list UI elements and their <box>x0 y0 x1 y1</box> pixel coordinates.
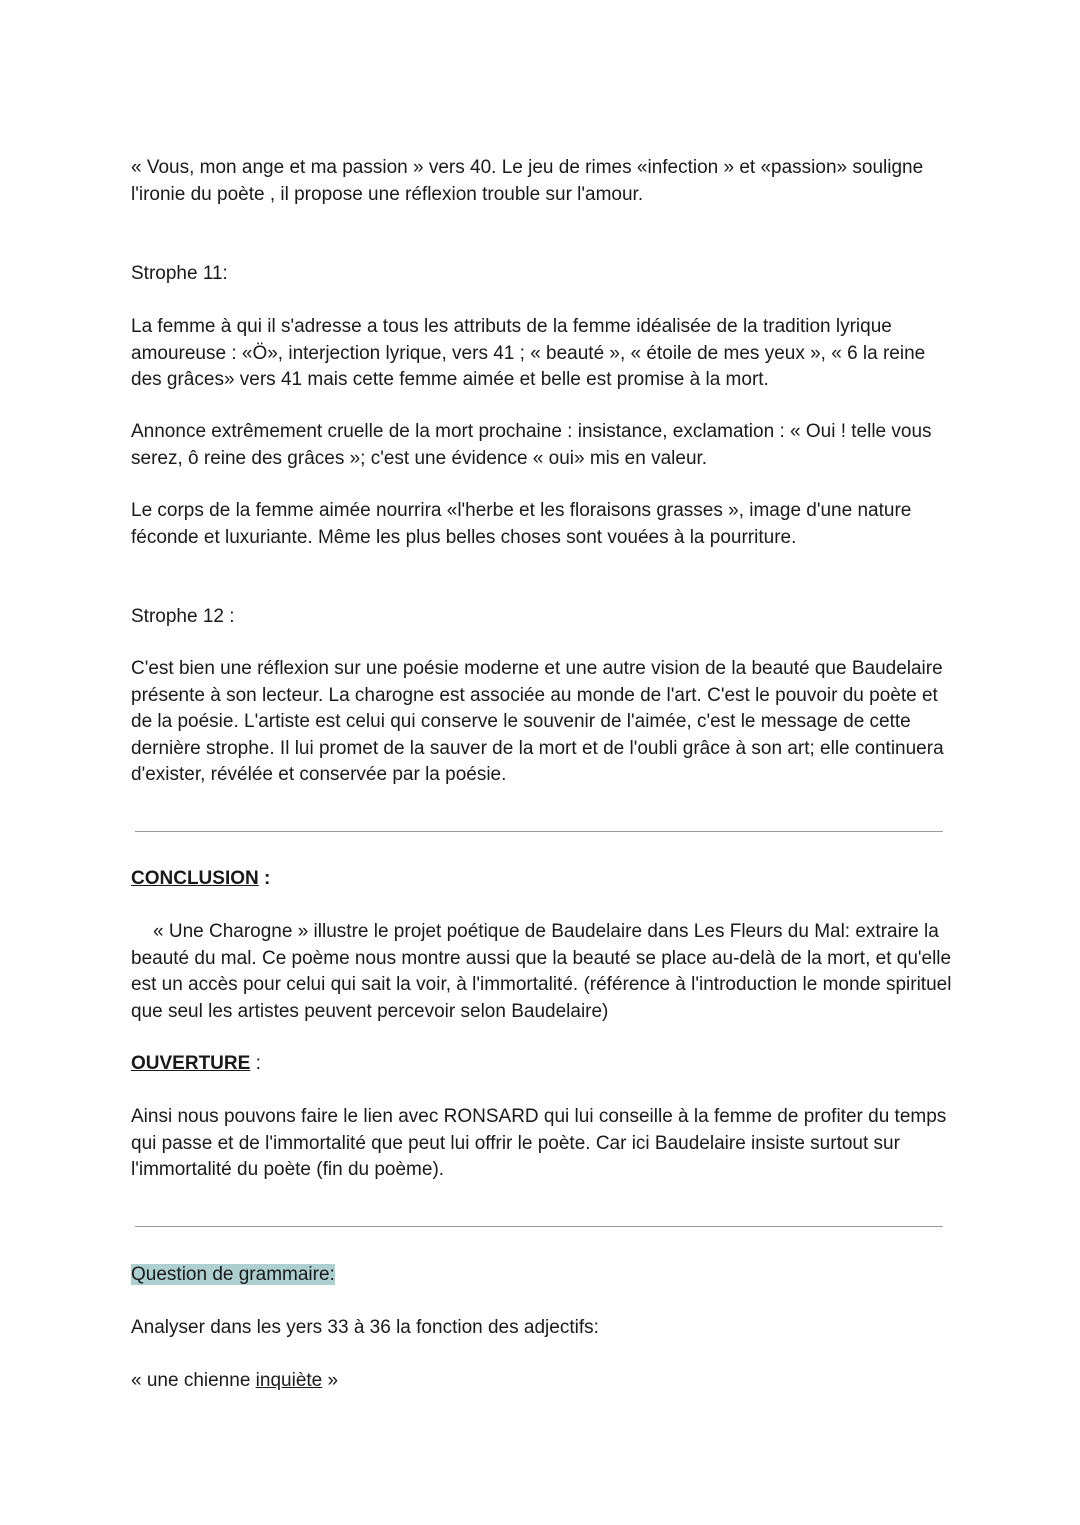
quote-prefix: « une chienne <box>131 1370 256 1391</box>
horizontal-divider <box>135 1226 943 1227</box>
ouverture-label: OUVERTURE <box>131 1053 251 1074</box>
horizontal-divider <box>135 831 943 832</box>
ouverture-colon: : <box>250 1053 261 1074</box>
paragraph-passion-irony: « Vous, mon ange et ma passion » vers 40. Le jeu de rimes «infection » et «passion» souligne l'ironie du poète , il propose une réflexion trouble sur l'amour. <box>131 157 924 205</box>
conclusion-colon: : <box>258 868 271 889</box>
paragraph-body-nourishment: Le corps de la femme aimée nourrira «l'herbe et les floraisons grasses », image d'une nature féconde et luxuriante. Même les plus belles choses sont vouées à la pourriture. <box>131 500 912 548</box>
paragraph-grammar-instruction: Analyser dans les yers 33 à 36 la fonction des adjectifs: <box>131 1317 599 1338</box>
quote-underlined-word: inquiète <box>255 1370 323 1391</box>
strophe-12-heading: Strophe 12 : <box>131 606 235 627</box>
conclusion-label: CONCLUSION <box>131 868 259 889</box>
ouverture-heading <box>131 1051 956 1078</box>
conclusion-heading <box>131 866 956 893</box>
paragraph-cruel-announcement: Annonce extrêmement cruelle de la mort prochaine : insistance, exclamation : « Oui ! telle vous serez, ô reine des grâces »; c'est une évidence « oui» mis en valeur. <box>131 421 932 469</box>
paragraph-conclusion: « Une Charogne » illustre le projet poétique de Baudelaire dans Les Fleurs du Mal: extraire la beauté du mal. Ce poème nous montre aussi que la beauté se place au-delà de la mort, et qu'elle est un accès pour celui qui sait la voir, à l'immortalité. (référence à l'introduction le monde spirituel que seul les artistes peuvent percevoir selon Baudelaire) <box>131 921 952 1022</box>
paragraph-ouverture: Ainsi nous pouvons faire le lien avec RONSARD qui lui conseille à la femme de profiter du temps qui passe et de l'immortalité que peut lui offrir le poète. Car ici Baudelaire insiste surtout sur l'immortalité du poète (fin du poème). <box>131 1106 947 1180</box>
paragraph-quote-example <box>131 1368 956 1395</box>
paragraph-idealized-woman: La femme à qui il s'adresse a tous les attributs de la femme idéalisée de la tradition lyrique amoureuse : «Ö», interjection lyrique, vers 41 ; « beauté », « étoile de mes yeux », « 6 la reine des grâces» vers 41 mais cette femme aimée et belle est promise à la mort. <box>131 316 926 390</box>
strophe-11-heading: Strophe 11: <box>131 263 228 284</box>
paragraph-modern-poetry: C'est bien une réflexion sur une poésie moderne et une autre vision de la beauté que Baudelaire présente à son lecteur. La charogne est associée au monde de l'art. C'est le pouvoir du poète et de la poésie. L'artiste est celui qui conserve le souvenir de l'aimée, c'est le message de cette dernière strophe. Il lui promet de la sauver de la mort et de l'oubli grâce à son art; elle continuera d'exister, révélée et conservée par la poésie. <box>131 658 944 785</box>
grammar-heading <box>131 1262 956 1289</box>
quote-suffix: » <box>322 1370 339 1391</box>
grammar-title: Question de grammaire: <box>131 1264 335 1285</box>
